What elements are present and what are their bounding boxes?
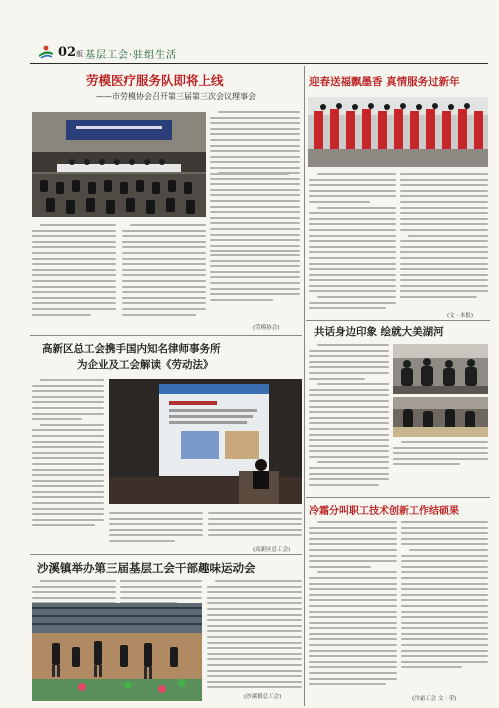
article3-title-line2: 为企业及工会解读《劳动法》: [77, 359, 214, 371]
article3-text-col1: [32, 379, 104, 529]
article-divider-4: [306, 497, 490, 498]
article6-photo: [32, 603, 202, 701]
article3-title-line1: 高新区总工会携手国内知名律师事务所: [42, 343, 221, 355]
page-number: 02版: [58, 45, 84, 60]
article6-title: 沙溪镇举办第三届基层工会干部趣味运动会: [37, 561, 256, 575]
article-divider-3: [306, 320, 490, 321]
article4-photo-bottom: [393, 397, 488, 437]
page-header: [0, 0, 499, 66]
article-divider-1: [30, 335, 302, 336]
article1-text-col3b: [210, 172, 300, 252]
header-rule: [30, 63, 488, 64]
article1-byline: (劳模协会): [253, 325, 280, 331]
article3-text-col3: [208, 512, 302, 542]
newspaper-logo-icon: [38, 44, 54, 60]
article1-subtitle: ——市劳模协会召开第三届第三次会议理事会: [96, 92, 256, 101]
article3-text-col2: [109, 512, 203, 542]
article5-byline: (冷霜工会 文 · 荣): [412, 696, 457, 702]
article3-photo: [109, 379, 302, 504]
article4-text-col1: [309, 344, 389, 492]
section-title: 基层工会·驻组生活: [85, 50, 178, 61]
article1-text-col3c: [210, 254, 300, 314]
article4-title: 共话身边印象 绘就大美湖河: [314, 326, 444, 338]
article3-byline: (高新区总工会): [253, 547, 291, 553]
article6-text-col3: [207, 580, 302, 688]
article5-title: 冷霜分叫职工技术创新工作结硕果: [309, 506, 459, 517]
article2-text-col2: [400, 173, 488, 308]
column-divider: [304, 66, 305, 706]
article1-text-col3: [210, 111, 300, 177]
article1-text-col2: [122, 224, 206, 316]
article1-photo: [32, 112, 206, 217]
article2-title: 迎春送福飘墨香 真情服务过新年: [309, 76, 460, 88]
article2-byline: (文 · 本报): [447, 313, 474, 319]
article2-photo: [308, 97, 488, 167]
article-divider-2: [30, 554, 302, 555]
article6-byline: (沙溪镇总工会): [244, 694, 282, 700]
article5-text-col2: [401, 521, 488, 681]
article5-text-col1: [309, 521, 397, 693]
article2-text-col1: [309, 173, 396, 313]
article1-title: 劳模医疗服务队即将上线: [86, 73, 224, 88]
article1-text-col1: [32, 224, 116, 316]
article4-photo-top: [393, 344, 488, 394]
article4-text-col2: [393, 441, 488, 471]
